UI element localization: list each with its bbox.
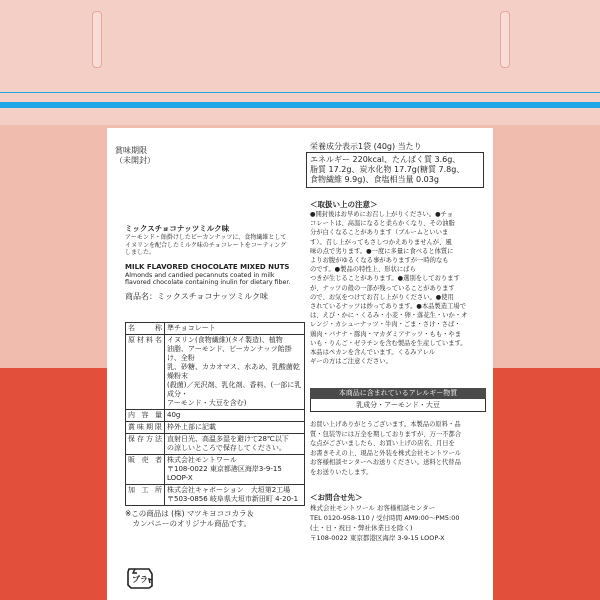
spec-value xyxy=(165,422,305,434)
spec-header: 賞味期限 xyxy=(126,422,165,434)
product-en-title: MILK FLAVORED CHOCOLATE MIXED NUTS xyxy=(125,262,290,271)
nutrition-header: 栄養成分表示1袋 (40g) 当たり xyxy=(310,142,422,151)
seal-notch-left xyxy=(92,11,102,68)
thanks-line: お買い上げありがとうございます。本製品の原料・品 xyxy=(310,421,461,428)
thanks-line: な点がございましたら、お買い上げの店名、月日を xyxy=(310,440,455,447)
contact-section xyxy=(310,493,492,543)
handling-line: す）。召し上がってもさしつかえありませんが、風 xyxy=(310,238,452,246)
nutrition-section xyxy=(306,142,486,188)
spec-line: イヌリン(食物繊維)(タイ製造)、植物 xyxy=(167,336,283,344)
contact-line: 〒108-0022 東京都港区海岸 3-9-15 LOOP-X xyxy=(310,534,445,542)
product-name-line: 商品名：ミックスチョコナッツミルク味 xyxy=(125,291,269,301)
best-before-sub: （未開封） xyxy=(115,156,155,165)
spec-value xyxy=(165,323,305,335)
product-jp-title: ミックスチョコナッツミルク味 xyxy=(125,224,230,233)
handling-line: ●開封後はお早めにお召し上がりください。●チョ xyxy=(310,211,454,218)
handling-line: ギーの方はご注意ください。 xyxy=(310,358,392,366)
nutrition-line: 食物繊維 9.9g)、食塩相当量 0.03g xyxy=(310,175,439,184)
contact-line: 株式会社モントワール お客様相談センター xyxy=(310,504,436,512)
note-line: ※この商品は (株) マツキヨココカラ＆ xyxy=(125,509,255,518)
thanks-line: 質・包装等には万全を期しておりますが、万一不都合 xyxy=(310,430,462,438)
spec-header: 内 容 量 xyxy=(126,410,165,422)
product-jp-desc-2: イヌリンを配合したミルク味のチョコレートをコーティング xyxy=(125,241,287,249)
zipper-stripe xyxy=(0,102,600,108)
thanks-line: お客様相談センターへお送りください。送料と代替品 xyxy=(310,459,461,466)
handling-line: は、えび・かに・くるみ・小麦・卵・落花生・いか・オ xyxy=(310,312,468,320)
spec-line: 〒503-0856 岐阜県大垣市新田町 4-20-1 xyxy=(167,495,299,503)
product-jp-desc-1: アーモンド・飴掛けしたピーカンナッツに、食物繊維として xyxy=(125,234,287,241)
handling-line: 鶏肉・バナナ・豚肉・マカダミアナッツ・もも・やま xyxy=(310,330,461,338)
nutrition-box xyxy=(306,152,484,188)
spec-line: 40g xyxy=(167,411,181,419)
spec-table-wrap xyxy=(125,322,305,529)
spec-line: アーモンド・大豆を含む) xyxy=(167,399,247,407)
handling-line: ので、お気をつけてお召し上がりください。●使用 xyxy=(310,293,454,301)
allergy-value: 乳成分・アーモンド・大豆 xyxy=(310,399,486,412)
handling-line: が、ナッツの殻の一部が残っていることがあります xyxy=(310,284,455,292)
spec-header: 原材料名 xyxy=(126,335,165,410)
spec-line: 株式会社モントワール xyxy=(167,456,237,464)
spec-header: 保存方法 xyxy=(126,434,165,455)
spec-table xyxy=(125,322,305,506)
table-row xyxy=(126,455,305,485)
contact-title: ＜お問合せ先＞ xyxy=(310,493,363,502)
nutrition-line: 脂質 17.2g、炭水化物 17.7g(糖質 7.8g、 xyxy=(310,165,465,174)
table-row xyxy=(126,485,305,506)
product-en-desc-1: Almonds and candied pecannuts coated in milk xyxy=(125,271,275,279)
spec-header: 名 称 xyxy=(126,323,165,335)
best-before-label: 賞味期限 xyxy=(115,146,147,155)
original-product-note xyxy=(125,509,305,529)
handling-title: ＜取扱い上の注意＞ xyxy=(310,200,378,209)
spec-line: の涼しいところで保存してください。 xyxy=(167,444,286,452)
table-row xyxy=(126,434,305,455)
table-row xyxy=(126,323,305,335)
product-jp-desc-3: しました。 xyxy=(125,249,156,256)
spec-value xyxy=(165,335,305,410)
recycle-label: プラ xyxy=(132,575,148,584)
handling-line: つきが生じることがあります。●選別をしております xyxy=(310,275,460,283)
handling-line: されているナッツは炒ってあります。●本品製造工場で xyxy=(310,303,466,311)
thanks-message xyxy=(310,420,492,477)
zipper-line xyxy=(0,92,600,93)
spec-line: 準チョコレート xyxy=(167,324,216,332)
allergy-section xyxy=(310,388,486,412)
best-before-block xyxy=(115,146,155,166)
handling-line: 味の点で劣ります。●一度に多量に食べると体質に xyxy=(310,247,454,255)
handling-line: のです。●製品の特性上、形状にばら xyxy=(310,266,416,274)
spec-value xyxy=(165,485,305,506)
allergy-header: 本商品に含まれているアレルギー物質 xyxy=(310,388,486,399)
table-row xyxy=(126,335,305,410)
handling-line: いも・りんご・ゼラチンを含む製品を生産しています。 xyxy=(310,339,467,347)
table-row xyxy=(126,410,305,422)
handling-notes xyxy=(310,200,492,366)
spec-header: 販 売 者 xyxy=(126,455,165,485)
thanks-line: お書きそえの上、現品と外装を株式会社モントワール xyxy=(310,449,461,457)
table-row xyxy=(126,422,305,434)
handling-line: 本品はペカンを含んでいます。くるみアレル xyxy=(310,349,436,357)
spec-value xyxy=(165,455,305,485)
contact-line: TEL 0120-958-110 / 受付時間 AM9:00〜PM5:00 xyxy=(310,514,460,522)
recycle-pla-icon xyxy=(125,566,155,590)
spec-value xyxy=(165,410,305,422)
handling-line: よりお腹がゆるくなる事がありますが一時的なも xyxy=(310,257,449,265)
spec-line: 〒108-0022 東京都港区海岸3-9-15 LOOP-X xyxy=(167,465,282,482)
spec-line: 株式会社キャボーション 大垣第2工場 xyxy=(167,486,291,494)
spec-line: (殺菌)／光沢剤、乳化剤、香料、(一部に乳成分・ xyxy=(167,381,302,398)
product-description xyxy=(125,224,303,302)
spec-line: 乳、砂糖、カカオマス、水あめ、乳酸菌乾燥粉末 xyxy=(167,363,300,380)
handling-line: コレートは、高温になると柔らかくなり、その油脂 xyxy=(310,220,455,228)
spec-line: 油脂、アーモンド、ピーカンナッツ飴掛け、全粉 xyxy=(167,345,292,362)
handling-line: 分が白くなることがあります（ブルームといいま xyxy=(310,229,449,237)
handling-line: レンジ・カシューナッツ・牛肉・ごま・さけ・さば・ xyxy=(310,321,461,329)
spec-line: 直射日光、高温多湿を避けて28℃以下 xyxy=(167,435,289,443)
note-line: カンパニーのオリジナル商品です。 xyxy=(125,519,251,528)
spec-header: 加 工 所 xyxy=(126,485,165,506)
seal-notch-right xyxy=(500,11,510,68)
product-en-desc-2: flavored chocolate containing inulin for dietary fiber. xyxy=(125,279,291,286)
nutrition-line: エネルギー 220kcal、たんぱく質 3.6g、 xyxy=(310,155,461,164)
spec-line: 枠外上部に記載 xyxy=(167,423,216,431)
spec-value xyxy=(165,434,305,455)
contact-line: (土・日・祝日・弊社休業日を除く) xyxy=(310,524,413,532)
thanks-line: をお送りいたします。 xyxy=(310,468,373,476)
